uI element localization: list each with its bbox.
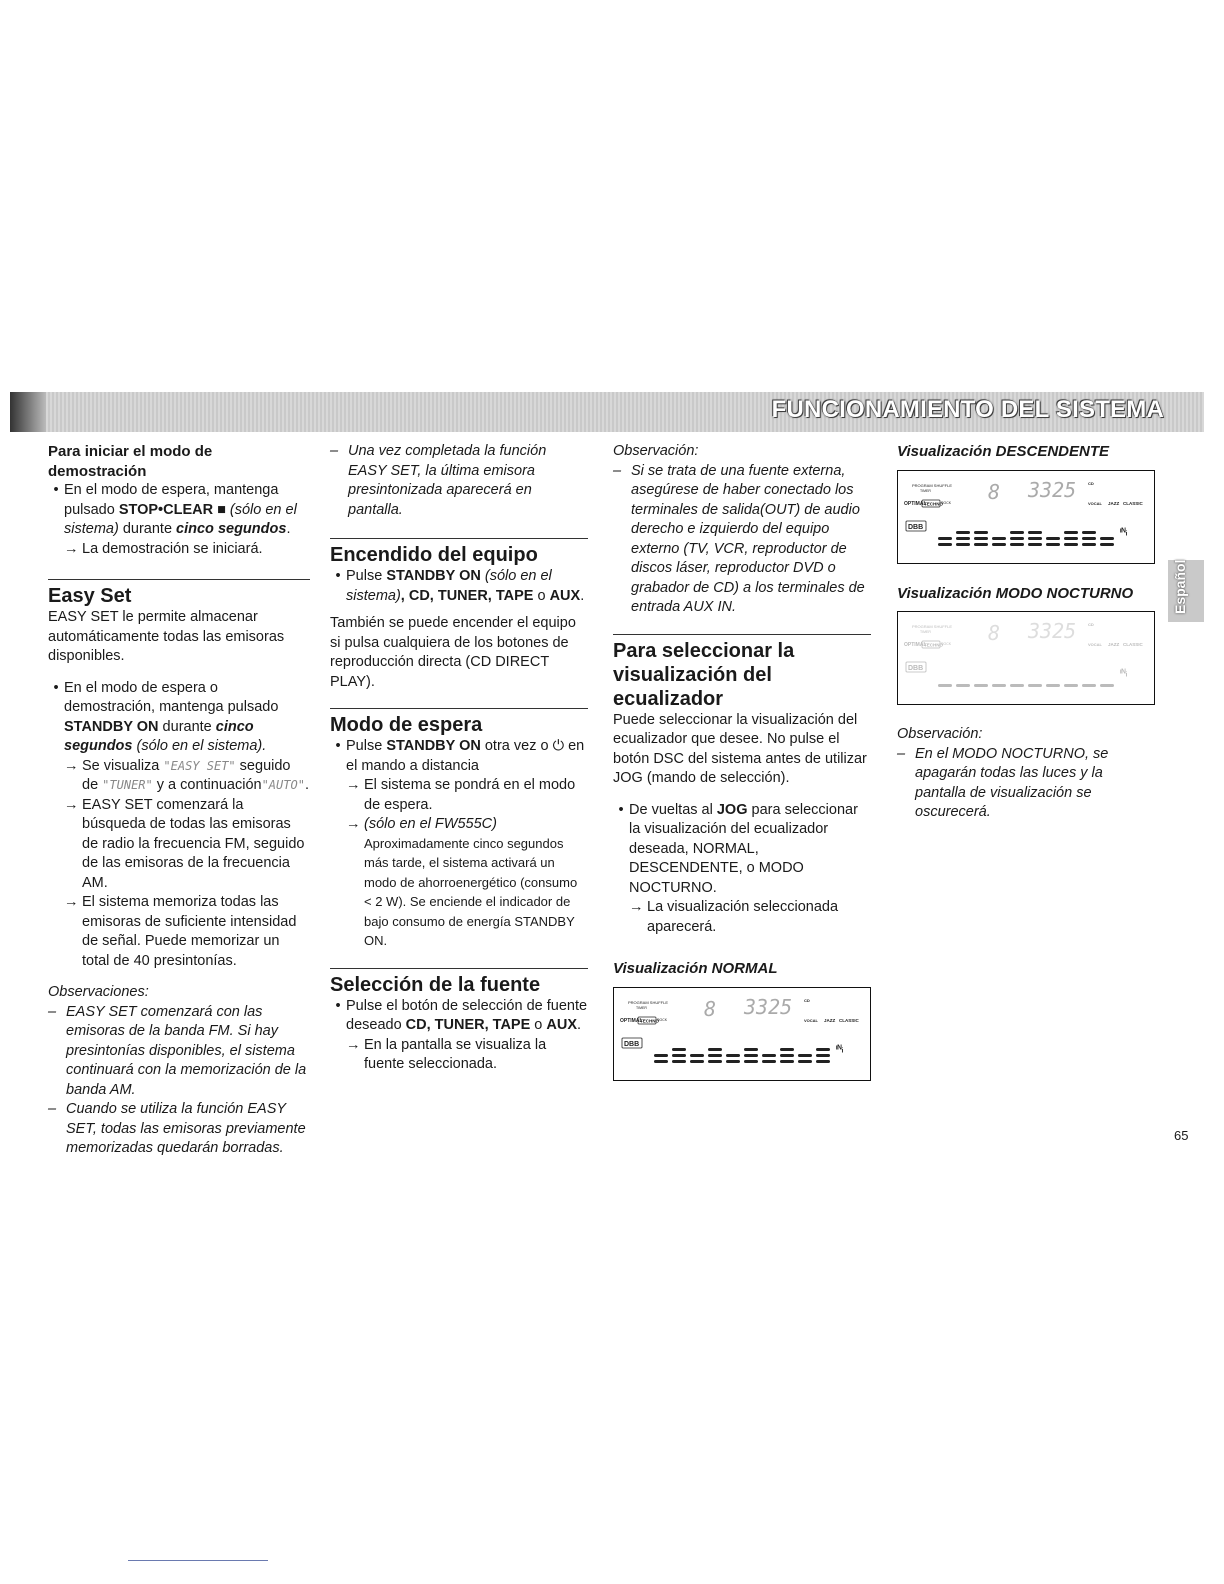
text-italic: (sólo en el sistema) <box>64 501 297 537</box>
easy-set-bullet: • En el modo de espera o demostración, mantenga pulsado STANDBY ON durante cinco segundos (sólo en el sistema). <box>53 679 279 754</box>
lcd-eq-segment <box>1082 537 1096 540</box>
lcd-descending-graphic <box>898 471 1154 563</box>
lcd-label-timer: TIMER <box>636 1005 647 1010</box>
lcd-eq-segment <box>1100 543 1114 546</box>
lcd-eq-segment <box>672 1048 686 1051</box>
text: Si se trata de una fuente externa, asegúrese de haber conectado los terminales de salida(OUT) de audio derecho e izquierdo del equipo externo (TV, VCR, reproductor de discos láser, reproductor DVD o grabador de CD) a los terminales de entrada AUX IN. <box>631 462 865 615</box>
lcd-label-rock: ROCK <box>941 642 952 646</box>
source-heading: Selección de la fuente <box>330 973 541 996</box>
text: MODO NOCTURNO <box>995 584 1134 602</box>
text: El sistema memoriza todas las emisoras de suficiente intensidad de señal. Puede memorizar un total de 40 presintonías. <box>82 894 297 969</box>
observation-item: – Si se trata de una fuente externa, asegúrese de haber conectado los terminales de salida(OUT) de audio derecho e izquierdo del equipo externo (TV, VCR, reproductor de discos láser, reproductor DVD o grabador de CD) a los terminales de entrada AUX IN. <box>613 462 871 618</box>
easy-set-intro: EASY SET le permite almacenar automáticamente todas las emisoras disponibles. <box>48 609 285 664</box>
text: Aproximadamente cinco segundos más tarde, el sistema activará un modo de ahorroenergético (consumo < 2 W). Se enciende el indicador de bajo consumo de energía STANDBY ON. <box>364 835 578 948</box>
source-result <box>330 1036 588 1075</box>
text-italic: (sólo en el FW555C) <box>364 816 497 832</box>
observation-heading: Observación: <box>897 726 983 742</box>
text: . <box>580 587 585 604</box>
caption-descending <box>897 442 1155 462</box>
lcd-eq-segment <box>744 1060 758 1063</box>
equalizer-heading: Para seleccionar la visualización del ecualizador <box>613 639 795 710</box>
lcd-label-jazz: JAZZ <box>1108 642 1120 647</box>
text: El sistema se pondrá en el modo de espera. <box>364 777 576 813</box>
lcd-eq-segment <box>1100 537 1114 540</box>
arrow-right-icon: → <box>346 777 361 793</box>
key-aux: AUX <box>549 587 581 604</box>
column-2 <box>330 442 588 1075</box>
lcd-digits-left: 8 <box>988 621 1001 645</box>
lcd-eq-segment <box>1028 531 1042 534</box>
arrow-right-icon: → <box>64 757 79 774</box>
power-bullet: • Pulse STANDBY ON (sólo en el sistema), CD, TUNER, TAPE o AUX. <box>335 568 585 604</box>
lcd-eq-segment <box>762 1060 776 1063</box>
lcd-text: "TUNER" <box>102 778 153 792</box>
demo-heading: Para iniciar el modo de demostración <box>48 443 213 480</box>
section-title: FUNCIONAMIENTO DEL SISTEMA <box>771 396 1164 423</box>
text: Se visualiza <box>82 757 164 774</box>
observation-heading: Observación: <box>613 443 699 459</box>
demo-bullet: • En el modo de espera, mantenga pulsado STOP•CLEAR ■ (sólo en el sistema) durante cinco segundos. <box>53 482 297 537</box>
arrow-right-icon: → <box>346 1036 361 1053</box>
text: En el modo de espera o demostración, mantenga pulsado <box>64 679 279 715</box>
section-banner <box>10 392 1204 432</box>
lcd-label-cd: CD <box>1088 622 1094 627</box>
lcd-eq-segment <box>1028 537 1042 540</box>
text: y a continuación <box>152 777 262 793</box>
text: En el modo de espera, mantenga pulsado <box>64 482 279 518</box>
lcd-eq-segment <box>974 684 988 687</box>
equalizer-result <box>613 898 871 937</box>
observation-item: – En el MODO NOCTURNO, se apagarán todas las luces y la pantalla de visualización se oscurecerá. <box>897 745 1155 823</box>
lcd-eq-segment <box>956 531 970 534</box>
easy-set-result-3 <box>48 893 310 971</box>
text: De vueltas al <box>629 801 717 818</box>
lcd-label-techno: TECHNO <box>924 501 943 506</box>
lcd-digits-right: 3325 <box>1028 619 1077 643</box>
lcd-label-rock: ROCK <box>657 1017 668 1022</box>
easy-set-heading: Easy Set <box>48 585 132 607</box>
lcd-eq-segment <box>1010 531 1024 534</box>
lcd-eq-segment <box>992 543 1006 546</box>
arrow-right-icon: → <box>346 816 361 832</box>
lcd-speaker-glyph: ᶦᴺᵢ <box>1120 668 1128 679</box>
lcd-label-timer: TIMER <box>920 488 931 493</box>
arrow-right-icon: → <box>64 796 79 813</box>
arrow-right-icon: → <box>629 899 644 915</box>
lcd-eq-segment <box>1064 537 1078 540</box>
lcd-eq-segment <box>816 1054 830 1057</box>
column-1 <box>48 442 310 1159</box>
lcd-eq-segment <box>1028 543 1042 546</box>
lcd-eq-segment <box>1046 543 1060 546</box>
demo-result <box>48 540 310 560</box>
lcd-display-night <box>897 611 1155 705</box>
observations-heading: Observaciones: <box>48 984 149 1000</box>
text-italic: (sólo en el sistema). <box>132 738 267 754</box>
text: . <box>577 1017 582 1033</box>
text-bold-italic: cinco segundos <box>64 718 254 754</box>
text: Visualización <box>897 584 996 602</box>
key-standby-on: STANDBY ON <box>386 738 481 754</box>
lcd-eq-segment <box>708 1060 722 1063</box>
lcd-eq-segment <box>780 1048 794 1051</box>
lcd-eq-segment <box>816 1048 830 1051</box>
lcd-eq-segment <box>744 1054 758 1057</box>
key-jog: JOG <box>716 801 748 818</box>
standby-result-2 <box>330 815 588 952</box>
lcd-eq-segment <box>780 1060 794 1063</box>
arrow-right-icon: → <box>64 894 79 910</box>
text: NORMAL <box>711 960 778 977</box>
text: durante <box>158 718 216 735</box>
lcd-eq-segment <box>780 1054 794 1057</box>
text: o <box>533 587 550 604</box>
lcd-eq-segment <box>690 1054 704 1057</box>
lcd-eq-segment <box>726 1060 740 1063</box>
observation-item: – EASY SET comenzará con las emisoras de la banda FM. Si hay presintonías disponibles, el sistema continuará con la memorización de la banda AM. <box>48 1003 310 1101</box>
standby-heading: Modo de espera <box>330 714 483 736</box>
equalizer-paragraph: Puede seleccionar la visualización del ecualizador que desee. No pulse el botón DSC del sistema antes de utilizar JOG (mando de selección). <box>613 711 867 786</box>
lcd-eq-segment <box>974 531 988 534</box>
key-standby-on: STANDBY ON <box>64 718 159 735</box>
lcd-eq-segment <box>726 1054 740 1057</box>
lcd-label-classic: CLASSIC <box>839 1017 859 1023</box>
lcd-eq-segment <box>744 1048 758 1051</box>
lcd-label-program: PROGRAM SHUFFLE <box>912 482 953 488</box>
lcd-eq-segment <box>1064 531 1078 534</box>
text: La visualización seleccionada aparecerá. <box>647 899 839 935</box>
key-standby-on: STANDBY ON <box>386 568 481 584</box>
lcd-eq-segment <box>956 543 970 546</box>
column-4 <box>897 442 1155 823</box>
lcd-eq-segment <box>762 1054 776 1057</box>
text: En el MODO NOCTURNO, se apagarán todas las luces y la pantalla de visualización se oscurecerá. <box>915 745 1109 820</box>
text: Visualización <box>613 960 712 977</box>
lcd-label-dbb: DBB <box>908 523 924 531</box>
lcd-label-optimal: OPTIMAL <box>904 500 927 507</box>
lcd-eq-segment <box>1010 537 1024 540</box>
observation-item: – Cuando se utiliza la función EASY SET, todas las emisoras previamente memorizadas quedarán borradas. <box>48 1100 310 1159</box>
footer-rule <box>128 1560 268 1561</box>
lcd-eq-segment <box>798 1060 812 1063</box>
lcd-label-cd: CD <box>804 997 810 1003</box>
standby-result-1 <box>330 776 588 815</box>
lcd-eq-segment <box>1010 543 1024 546</box>
text: DESCENDENTE <box>995 443 1110 460</box>
lcd-label-vocal: VOCAL <box>1088 642 1102 647</box>
column-3 <box>613 442 871 1081</box>
caption-normal <box>613 959 871 979</box>
lcd-label-classic: CLASSIC <box>1123 500 1143 506</box>
text: o <box>530 1017 547 1033</box>
lcd-eq-segment <box>974 537 988 540</box>
lcd-eq-segment <box>690 1060 704 1063</box>
lcd-eq-segment <box>654 1054 668 1057</box>
observation-item: – Una vez completada la función EASY SET, la última emisora presintonizada aparecerá en pantalla. <box>330 442 588 520</box>
lcd-eq-segment <box>1100 684 1114 687</box>
lcd-display-descending <box>897 470 1155 564</box>
banner-dark-edge <box>10 392 46 432</box>
text: Visualización <box>897 443 996 460</box>
source-bullet: • Pulse el botón de selección de fuente deseado CD, TUNER, TAPE o AUX. <box>335 997 588 1033</box>
lcd-eq-segment <box>672 1060 686 1063</box>
key-sources: , CD, TUNER, TAPE <box>400 587 534 604</box>
lcd-eq-segment <box>938 537 952 540</box>
key-stop-clear: STOP•CLEAR ■ <box>118 501 226 518</box>
lcd-speaker-glyph: ᶦᴺᵢ <box>1120 526 1128 538</box>
lcd-text: "EASY SET" <box>163 758 236 773</box>
lcd-eq-segment <box>1082 531 1096 534</box>
text-bold-italic: cinco segundos <box>176 521 287 537</box>
lcd-label-dbb: DBB <box>908 665 924 672</box>
lcd-eq-segment <box>708 1048 722 1051</box>
lcd-label-program: PROGRAM SHUFFLE <box>628 999 669 1005</box>
lcd-eq-segment <box>1082 543 1096 546</box>
text: . <box>286 521 291 537</box>
lcd-digits-right: 3325 <box>744 994 793 1019</box>
lcd-eq-segment <box>1028 684 1042 687</box>
lcd-eq-segment <box>1064 543 1078 546</box>
lcd-label-optimal: OPTIMAL <box>620 1017 643 1024</box>
lcd-label-classic: CLASSIC <box>1123 642 1143 647</box>
text: Pulse el botón de selección de fuente deseado <box>346 997 588 1033</box>
text: Una vez completada la función EASY SET, la última emisora presintonizada aparecerá en pantalla. <box>348 443 547 518</box>
page-number: 65 <box>1174 1128 1189 1143</box>
text: En la pantalla se visualiza la fuente seleccionada. <box>364 1036 547 1072</box>
lcd-label-vocal: VOCAL <box>804 1017 818 1023</box>
key-sources: CD, TUNER, TAPE <box>405 1017 531 1033</box>
lcd-eq-segment <box>1046 684 1060 687</box>
text: . <box>304 777 309 793</box>
text-italic: (sólo en el sistema) <box>346 568 552 604</box>
lcd-digits-right: 3325 <box>1028 477 1077 502</box>
lcd-eq-segment <box>798 1054 812 1057</box>
lcd-eq-segment <box>816 1060 830 1063</box>
lcd-display-normal <box>613 987 871 1081</box>
lcd-eq-segment <box>974 543 988 546</box>
lcd-eq-segment <box>956 684 970 687</box>
lcd-eq-segment <box>1082 684 1096 687</box>
text: Cuando se utiliza la función EASY SET, todas las emisoras previamente memorizadas quedarán borradas. <box>66 1101 306 1156</box>
lcd-eq-segment <box>938 684 952 687</box>
equalizer-bullet: • De vueltas al JOG para seleccionar la visualización del ecualizador deseada, NORMAL, DESCENDENTE, o MODO NOCTURNO. <box>618 801 858 896</box>
text: seguido de <box>82 757 291 793</box>
lcd-eq-segment <box>708 1054 722 1057</box>
lcd-eq-segment <box>992 537 1006 540</box>
text: EASY SET comenzará la búsqueda de todas las emisoras de radio la frecuencia FM, seguido de las emisoras de la frecuencia AM. <box>82 796 305 891</box>
lcd-label-jazz: JAZZ <box>1108 500 1120 506</box>
caption-night <box>897 584 1155 604</box>
lcd-label-program: PROGRAM SHUFFLE <box>912 624 953 629</box>
text: otra vez o ⏻ en el mando a distancia <box>346 738 585 774</box>
lcd-label-jazz: JAZZ <box>824 1017 836 1023</box>
lcd-eq-segment <box>992 684 1006 687</box>
text: durante <box>118 521 177 537</box>
lcd-label-techno: TECHNO <box>924 642 943 648</box>
lcd-label-dbb: DBB <box>624 1040 640 1048</box>
lcd-night-graphic <box>898 612 1154 704</box>
lcd-eq-segment <box>654 1060 668 1063</box>
lcd-eq-segment <box>1064 684 1078 687</box>
lcd-label-techno: TECHNO <box>640 1018 659 1023</box>
power-on-heading: Encendido del equipo <box>330 544 538 566</box>
language-tab <box>1168 560 1204 622</box>
lcd-eq-segment <box>956 537 970 540</box>
text: La demostración se iniciará. <box>82 540 263 557</box>
lcd-eq-segment <box>1010 684 1024 687</box>
lcd-eq-segment <box>1046 537 1060 540</box>
lcd-label-vocal: VOCAL <box>1088 500 1102 506</box>
lcd-text: "AUTO" <box>261 778 305 792</box>
lcd-eq-segment <box>938 543 952 546</box>
easy-set-result-2 <box>48 796 310 894</box>
lcd-speaker-glyph: ᶦᴺᵢ <box>836 1043 844 1055</box>
easy-set-result-1 <box>48 757 310 796</box>
lcd-label-optimal: OPTIMAL <box>904 642 927 648</box>
key-aux: AUX <box>546 1017 578 1033</box>
text: EASY SET comenzará con las emisoras de la banda FM. Si hay presintonías disponibles, el sistema continuará con la memorización de la banda AM. <box>66 1003 307 1098</box>
lcd-digits-left: 8 <box>704 996 717 1021</box>
lcd-eq-segment <box>672 1054 686 1057</box>
text: Pulse <box>346 738 387 754</box>
text: para seleccionar la visualización del ecualizador deseada, NORMAL, DESCENDENTE, o MODO NOCTURNO. <box>629 801 858 896</box>
language-tab-label: Español <box>1172 559 1188 614</box>
lcd-digits-left: 8 <box>988 479 1001 504</box>
lcd-label-cd: CD <box>1088 480 1094 486</box>
lcd-label-timer: TIMER <box>920 630 931 634</box>
standby-bullet: • Pulse STANDBY ON otra vez o ⏻ en el mando a distancia <box>335 738 585 774</box>
power-paragraph: También se puede encender el equipo si pulsa cualquiera de los botones de reproducción directa (CD DIRECT PLAY). <box>330 615 576 690</box>
lcd-normal-graphic <box>614 988 870 1080</box>
arrow-right-icon: → <box>64 540 79 557</box>
lcd-label-rock: ROCK <box>941 500 952 505</box>
text: Pulse <box>346 568 387 584</box>
